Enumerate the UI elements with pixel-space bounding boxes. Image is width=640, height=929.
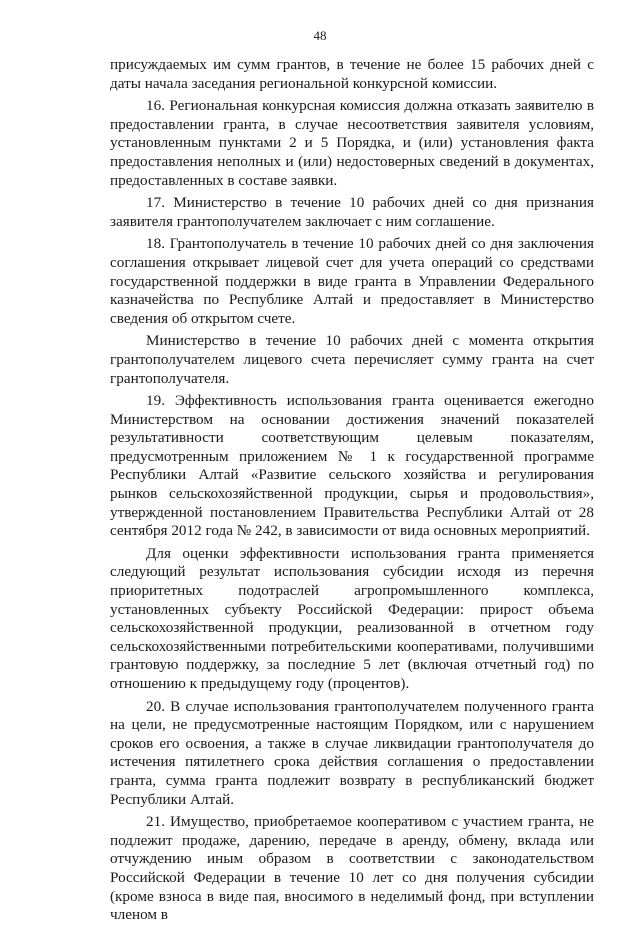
paragraph-19-evaluation: Для оценки эффективности использования гранта применяется следующий результат использования субсидии исходя из перечня приоритетных подотраслей агропромышленного комплекса, установленных субъекту Российской Федерации: прирост объема сельскохозяйственной продукции, реализованной в отчетном году сельскохозяйственными потребительскими кооперативами, получившими грантовую поддержку, за последние 5 лет (включая отчетный год) по отношению к предыдущему году (процентов).: [110, 544, 594, 692]
paragraph-20: 20. В случае использования грантополучателем полученного гранта на цели, не предусмотренные настоящим Порядком, или с нарушением сроков его освоения, а также в случае ликвидации грантополучателя до истечения пятилетнего срока действия соглашения о предоставлении гранта, сумма гранта подлежит возврату в республиканский бюджет Республики Алтай.: [110, 697, 594, 808]
paragraph-17: 17. Министерство в течение 10 рабочих дней со дня признания заявителя грантополучателем заключает с ним соглашение.: [110, 194, 594, 230]
document-body: [110, 56, 594, 929]
page-number: 48: [313, 28, 327, 43]
paragraph-16: 16. Региональная конкурсная комиссия должна отказать заявителю в предоставлении гранта, в случае несоответствия заявителя условиям, установленным пунктами 2 и 5 Порядка, и (или) установления факта предоставления неполных и (или) недостоверных сведений в документах, предоставленных в составе заявки.: [110, 97, 594, 189]
paragraph-18-ministry: Министерство в течение 10 рабочих дней с момента открытия грантополучателем лицевого счета перечисляет сумму гранта на счет грантополучателя.: [110, 332, 594, 387]
paragraph-18: 18. Грантополучатель в течение 10 рабочих дней со дня заключения соглашения открывает лицевой счет для учета операций со средствами государственной поддержки в виде гранта в Управлении Федерального казначейства по Республике Алтай и предоставляет в Министерство сведения об открытом счете.: [110, 235, 594, 327]
paragraph-21: 21. Имущество, приобретаемое кооперативом с участием гранта, не подлежит продаже, дарению, передаче в аренду, обмену, вклада или отчуждению иным образом в соответствии с законодательством Российской Федерации в течение 10 лет со дня получения субсидии (кроме взноса в виде пая, вносимого в неделимый фонд, при вступлении членом в: [110, 813, 594, 924]
paragraph-continuation: присуждаемых им сумм грантов, в течение не более 15 рабочих дней с даты начала заседания региональной конкурсной комиссии.: [110, 56, 594, 92]
paragraph-19: 19. Эффективность использования гранта оценивается ежегодно Министерством на основании достижения значений показателей результативности соответствующим целевым показателям, предусмотренным приложением № 1 к государственной программе Республики Алтай «Развитие сельского хозяйства и регулирования рынков сельскохозяйственной продукции, сырья и продовольствия», утвержденной постановлением Правительства Республики Алтай от 28 сентября 2012 года № 242, в зависимости от вида основных мероприятий.: [110, 392, 594, 540]
